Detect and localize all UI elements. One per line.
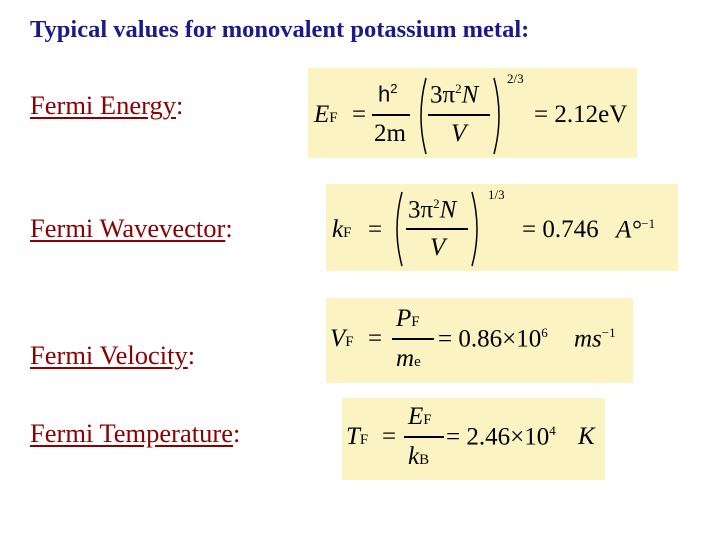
- fermi-temperature-colon: :: [232, 418, 241, 448]
- fermi-temperature-label: [30, 418, 240, 449]
- fermi-wavevector-name: Fermi Wavevector: [30, 213, 226, 243]
- ef-equals: =: [352, 101, 367, 128]
- fermi-wavevector-formula: [326, 184, 678, 271]
- ef-denominator-2m: 2m: [374, 120, 406, 147]
- tf-lhs: TF: [346, 423, 369, 450]
- fermi-velocity-colon: :: [187, 340, 196, 370]
- tf-unit: K: [578, 423, 595, 450]
- tf-equals: =: [382, 423, 397, 450]
- ef-fraction-bar-2: [428, 114, 490, 116]
- fermi-temperature-name: Fermi Temperature: [30, 418, 233, 448]
- kf-unit: A°$^{-1}$: [616, 216, 656, 244]
- vf-unit: $ms^{-1}$: [574, 325, 616, 353]
- vf-equals: =: [368, 325, 383, 352]
- fermi-energy-label: [30, 90, 183, 121]
- fermi-wavevector-label: [30, 213, 233, 244]
- ef-hbar-squared: $h^2$: [378, 81, 398, 107]
- kf-right-paren: [470, 190, 484, 268]
- fermi-temperature-formula: [342, 398, 605, 480]
- vf-denominator: me: [396, 345, 421, 372]
- fermi-energy-name: Fermi Energy: [30, 90, 176, 120]
- slide-title: Typical values for monovalent potassium metal:: [30, 16, 530, 43]
- fermi-wavevector-colon: :: [225, 213, 233, 243]
- fermi-velocity-label: [30, 340, 195, 371]
- ef-numerator: $3\pi^2N$: [430, 81, 479, 109]
- fermi-velocity-name: Fermi Velocity: [30, 340, 188, 370]
- vf-fraction-bar: [392, 338, 434, 340]
- vf-numerator: PF: [396, 305, 420, 332]
- kf-outer-exponent: 1/3: [488, 187, 505, 202]
- vf-lhs: VF: [330, 325, 354, 352]
- kf-numerator: $3\pi^2N$: [408, 196, 457, 224]
- kf-left-paren: [390, 190, 404, 268]
- ef-outer-exponent: 2/3: [507, 71, 524, 86]
- tf-result: = $2.46\times 10^4$: [446, 423, 556, 451]
- kf-equals: =: [368, 216, 383, 243]
- fermi-velocity-formula: [326, 298, 633, 383]
- kf-result: = 0.746: [522, 216, 599, 243]
- ef-left-paren: [414, 76, 428, 156]
- kf-lhs: kF: [332, 216, 352, 243]
- vf-result: = $0.86\times 10^6$: [438, 325, 548, 353]
- ef-result: = 2.12eV: [534, 101, 628, 128]
- ef-lhs: EF: [314, 101, 338, 128]
- fermi-energy-formula: [308, 68, 637, 158]
- ef-right-paren: [492, 76, 506, 156]
- kf-denominator-v: V: [430, 234, 446, 261]
- kf-fraction-bar: [406, 228, 468, 230]
- fermi-energy-colon: :: [175, 90, 184, 120]
- tf-denominator: kB: [408, 443, 430, 470]
- ef-denominator-v: V: [451, 120, 467, 147]
- tf-numerator: EF: [408, 403, 432, 430]
- tf-fraction-bar: [404, 436, 444, 438]
- ef-fraction-bar-1: [372, 114, 410, 116]
